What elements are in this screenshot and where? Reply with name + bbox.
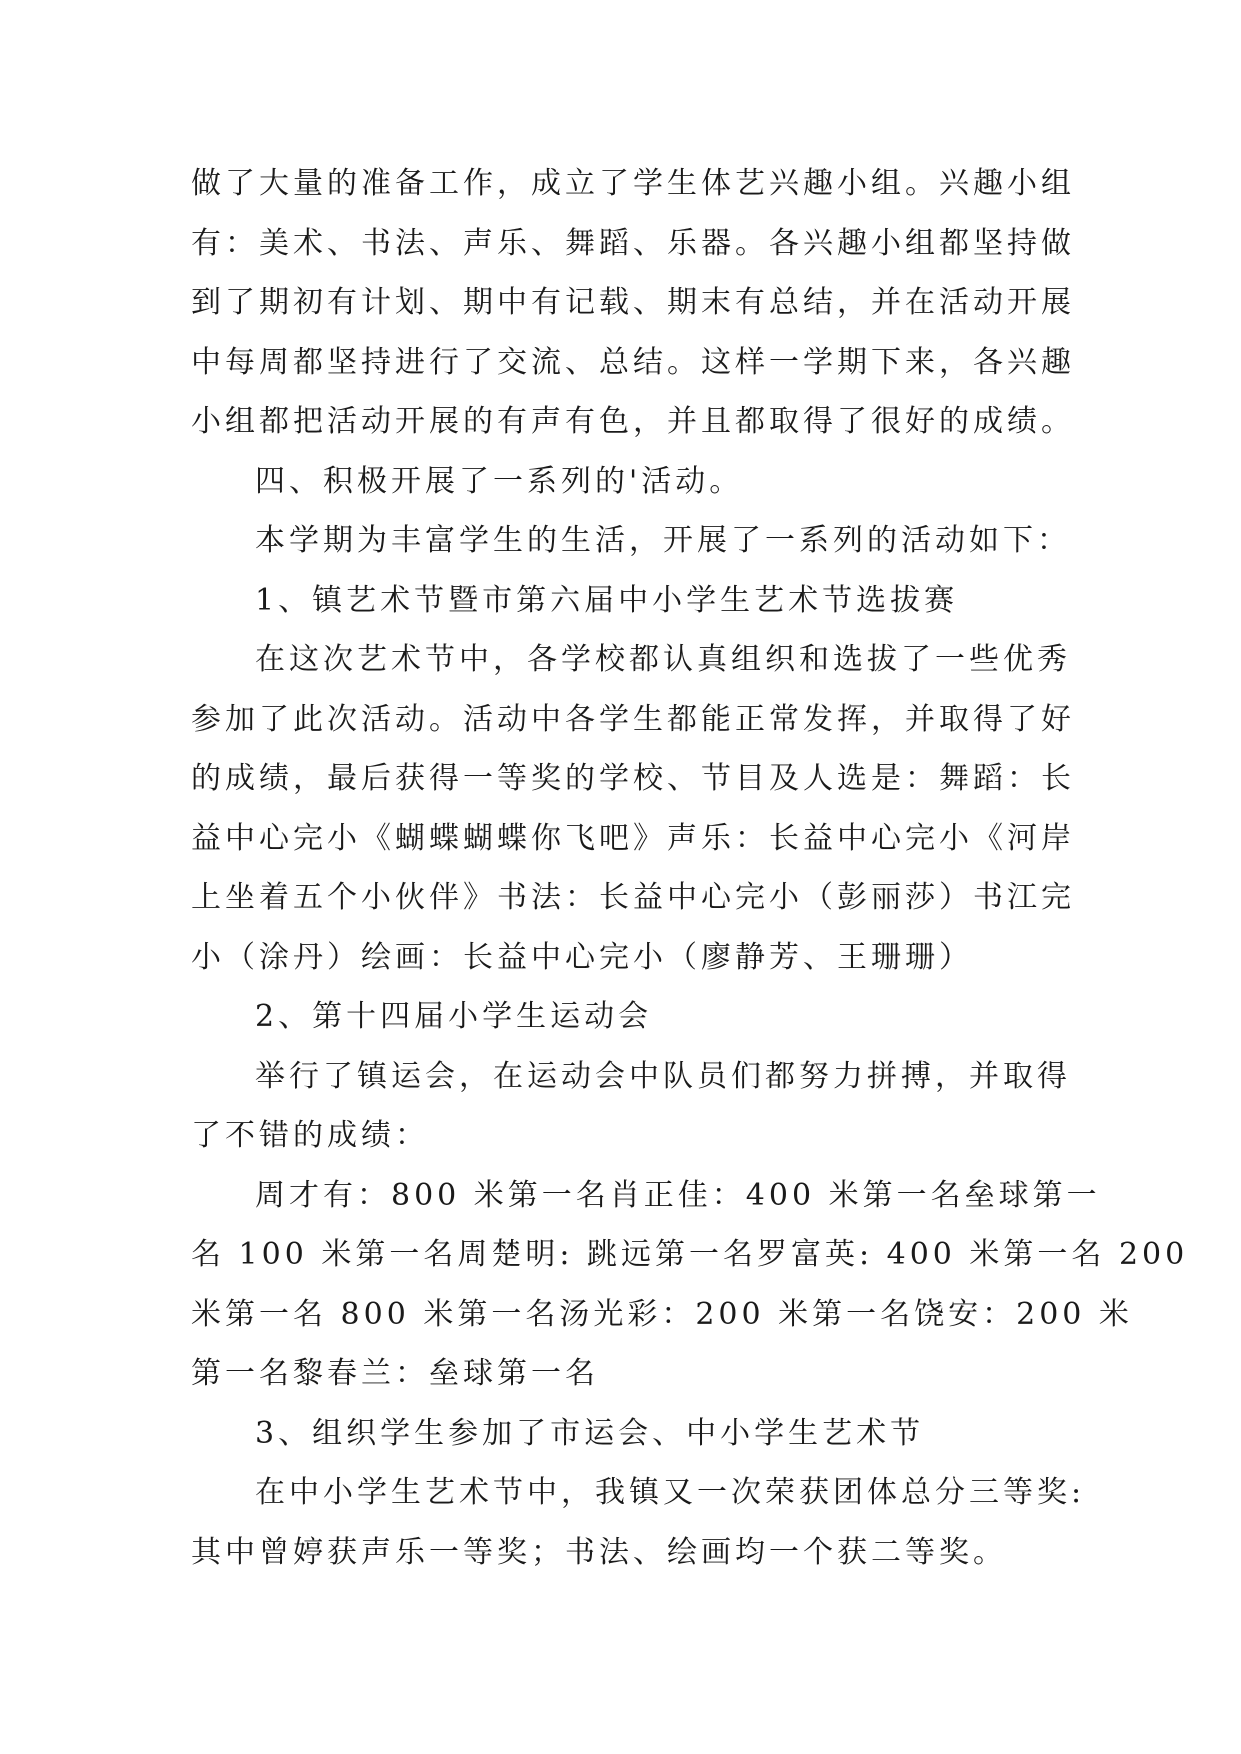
paragraph-line: 了不错的成绩： [191,1118,429,1153]
paragraph-line: 有：美术、书法、声乐、舞蹈、乐器。各兴趣小组都坚持做 [191,225,1075,261]
paragraph-line: 小（涂丹）绘画：长益中心完小（廖静芳、王珊珊） [191,939,973,975]
paragraph-line: 举行了镇运会，在运动会中队员们都努力拼搏，并取得 [255,1058,1071,1094]
paragraph-line: 上坐着五个小伙伴》书法：长益中心完小（彭丽莎）书江完 [191,880,1075,915]
paragraph-line: 做了大量的准备工作，成立了学生体艺兴趣小组。兴趣小组 [191,166,1075,201]
paragraph-line: 名 100 米第一名周楚明: 跳远第一名罗富英: 400 米第一名 200 [191,1237,1189,1272]
paragraph-line: 米第一名 800 米第一名汤光彩：200 米第一名饶安：200 米 [191,1296,1133,1332]
paragraph-line: 其中曾婷获声乐一等奖；书法、绘画均一个获二等奖。 [191,1534,1007,1570]
paragraph-line: 小组都把活动开展的有声有色，并且都取得了很好的成绩。 [191,404,1075,439]
paragraph-line: 第一名黎春兰：垒球第一名 [191,1356,599,1391]
paragraph-line: 益中心完小《蝴蝶蝴蝶你飞吧》声乐：长益中心完小《河岸 [191,820,1075,856]
item-heading-2: 2、第十四届小学生运动会 [255,999,653,1034]
paragraph-line: 周才有：800 米第一名肖正佳：400 米第一名垒球第一 [255,1177,1101,1213]
section-heading-4: 四、积极开展了一系列的'活动。 [255,463,744,499]
paragraph-line: 在中小学生艺术节中，我镇又一次荣获团体总分三等奖: [255,1475,1086,1510]
document-body [191,154,1189,1582]
paragraph-line: 到了期初有计划、期中有记载、期末有总结，并在活动开展 [191,285,1075,320]
item-heading-3: 3、组织学生参加了市运会、中小学生艺术节 [255,1415,925,1451]
paragraph-line: 中每周都坚持进行了交流、总结。这样一学期下来，各兴趣 [191,344,1075,380]
paragraph-line: 的成绩，最后获得一等奖的学校、节目及人选是：舞蹈：长 [191,761,1075,796]
paragraph-line: 本学期为丰富学生的生活，开展了一系列的活动如下： [255,523,1071,558]
item-heading-1: 1、镇艺术节暨市第六届中小学生艺术节选拔赛 [255,582,959,618]
paragraph-line: 在这次艺术节中，各学校都认真组织和选拔了一些优秀 [255,642,1071,677]
paragraph-line: 参加了此次活动。活动中各学生都能正常发挥，并取得了好 [191,701,1075,737]
